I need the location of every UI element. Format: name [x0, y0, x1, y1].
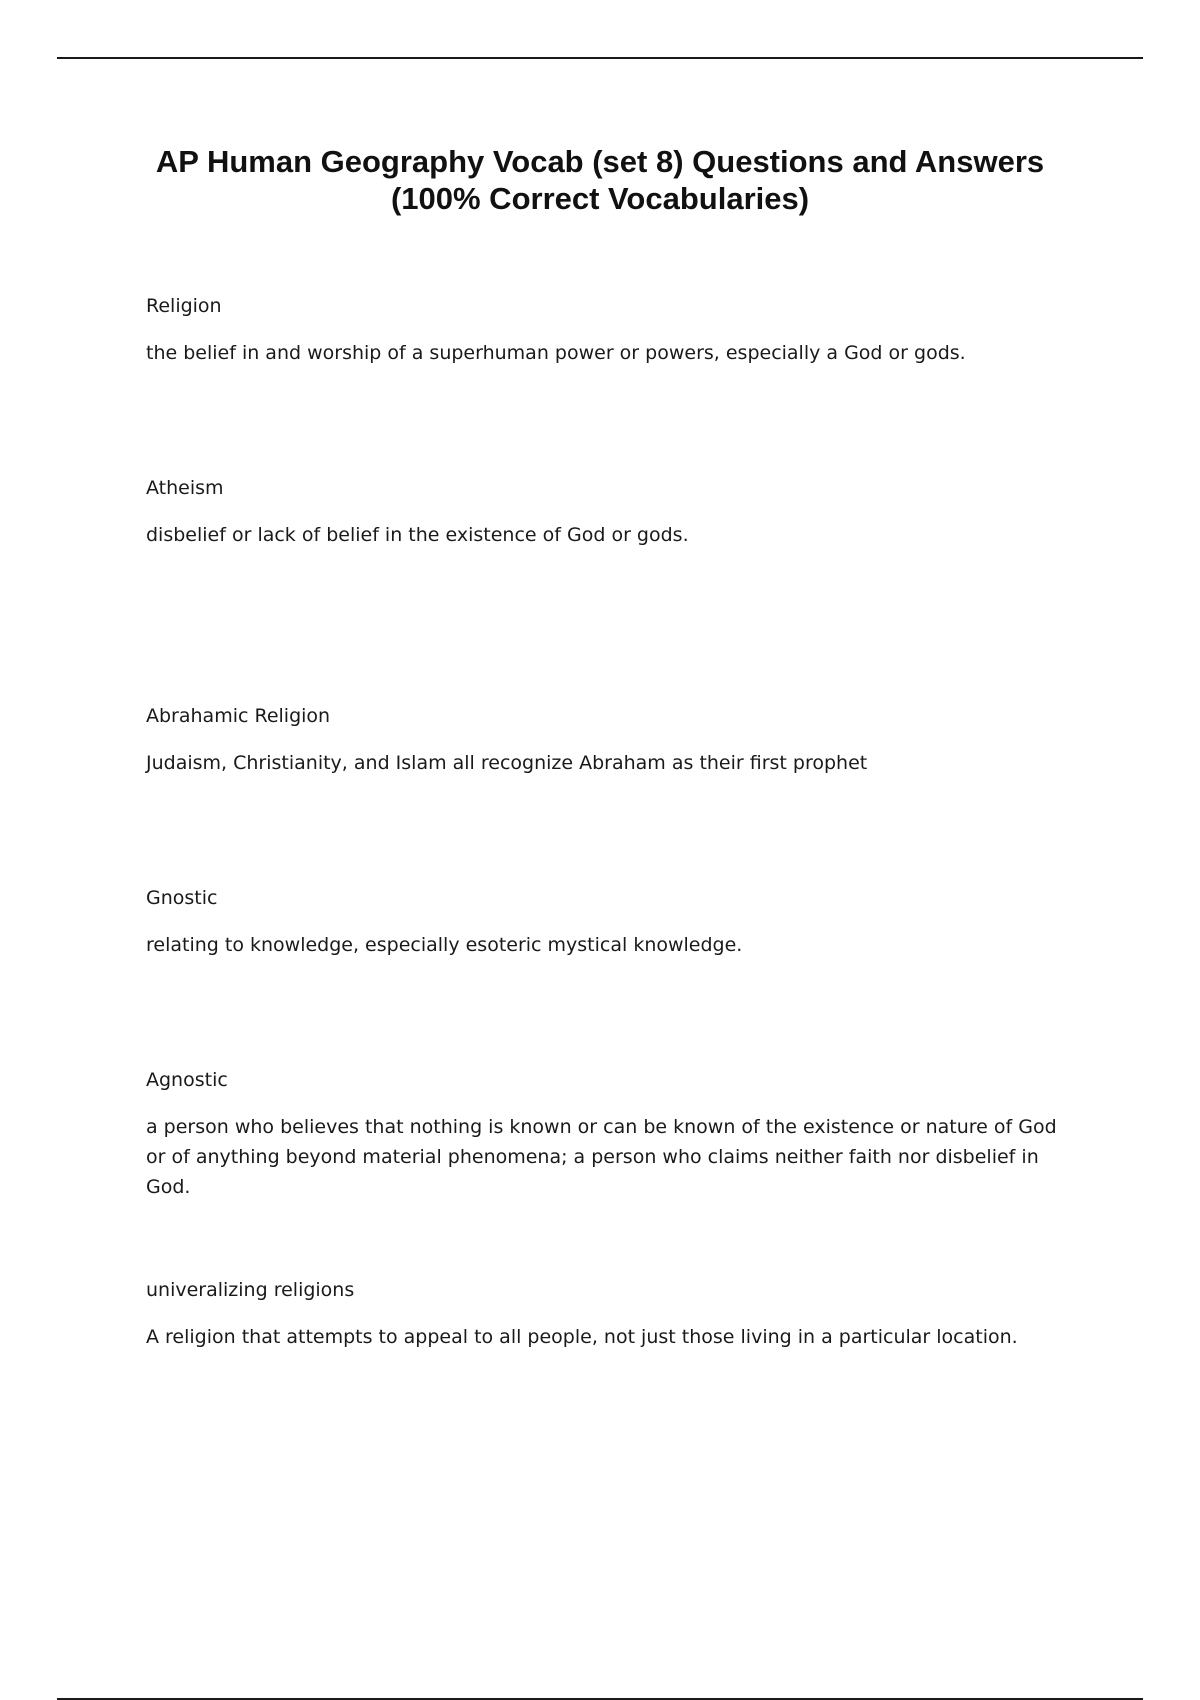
vocab-definition: Judaism, Christianity, and Islam all recognize Abraham as their first prophet: [146, 752, 868, 774]
vocab-definition: a person who believes that nothing is known or can be known of the existence or nature of God or of anything beyond material phenomena; a person who claims neither faith nor disbelief in God.: [146, 1116, 1057, 1198]
vocab-entry-gnostic: [146, 886, 1076, 960]
vocab-term: Abrahamic Religion: [146, 705, 331, 727]
vocab-term: Religion: [146, 295, 222, 317]
vocab-definition: disbelief or lack of belief in the existence of God or gods.: [146, 524, 689, 546]
vocab-term: Gnostic: [146, 887, 218, 909]
vocab-term: Atheism: [146, 477, 224, 499]
vocab-entry-agnostic: [146, 1068, 1076, 1202]
vocab-term: Agnostic: [146, 1069, 228, 1091]
title-line-1: AP Human Geography Vocab (set 8) Questions and Answers: [155, 144, 1045, 179]
vocab-entry-universalizing-religions: [146, 1278, 1076, 1352]
vocab-entry-abrahamic-religion: [146, 704, 1076, 778]
vocab-definition: the belief in and worship of a superhuman power or powers, especially a God or gods.: [146, 342, 966, 364]
title-line-2: (100% Correct Vocabularies): [390, 181, 810, 216]
vocab-definition: A religion that attempts to appeal to all people, not just those living in a particular location.: [146, 1326, 1018, 1348]
vocab-entry-religion: [146, 294, 1076, 368]
vocab-term: univeralizing religions: [146, 1279, 355, 1301]
top-divider: [57, 57, 1143, 59]
vocab-definition: relating to knowledge, especially esoteric mystical knowledge.: [146, 934, 743, 956]
vocab-entry-atheism: [146, 476, 1076, 550]
page-title: [100, 143, 1100, 217]
